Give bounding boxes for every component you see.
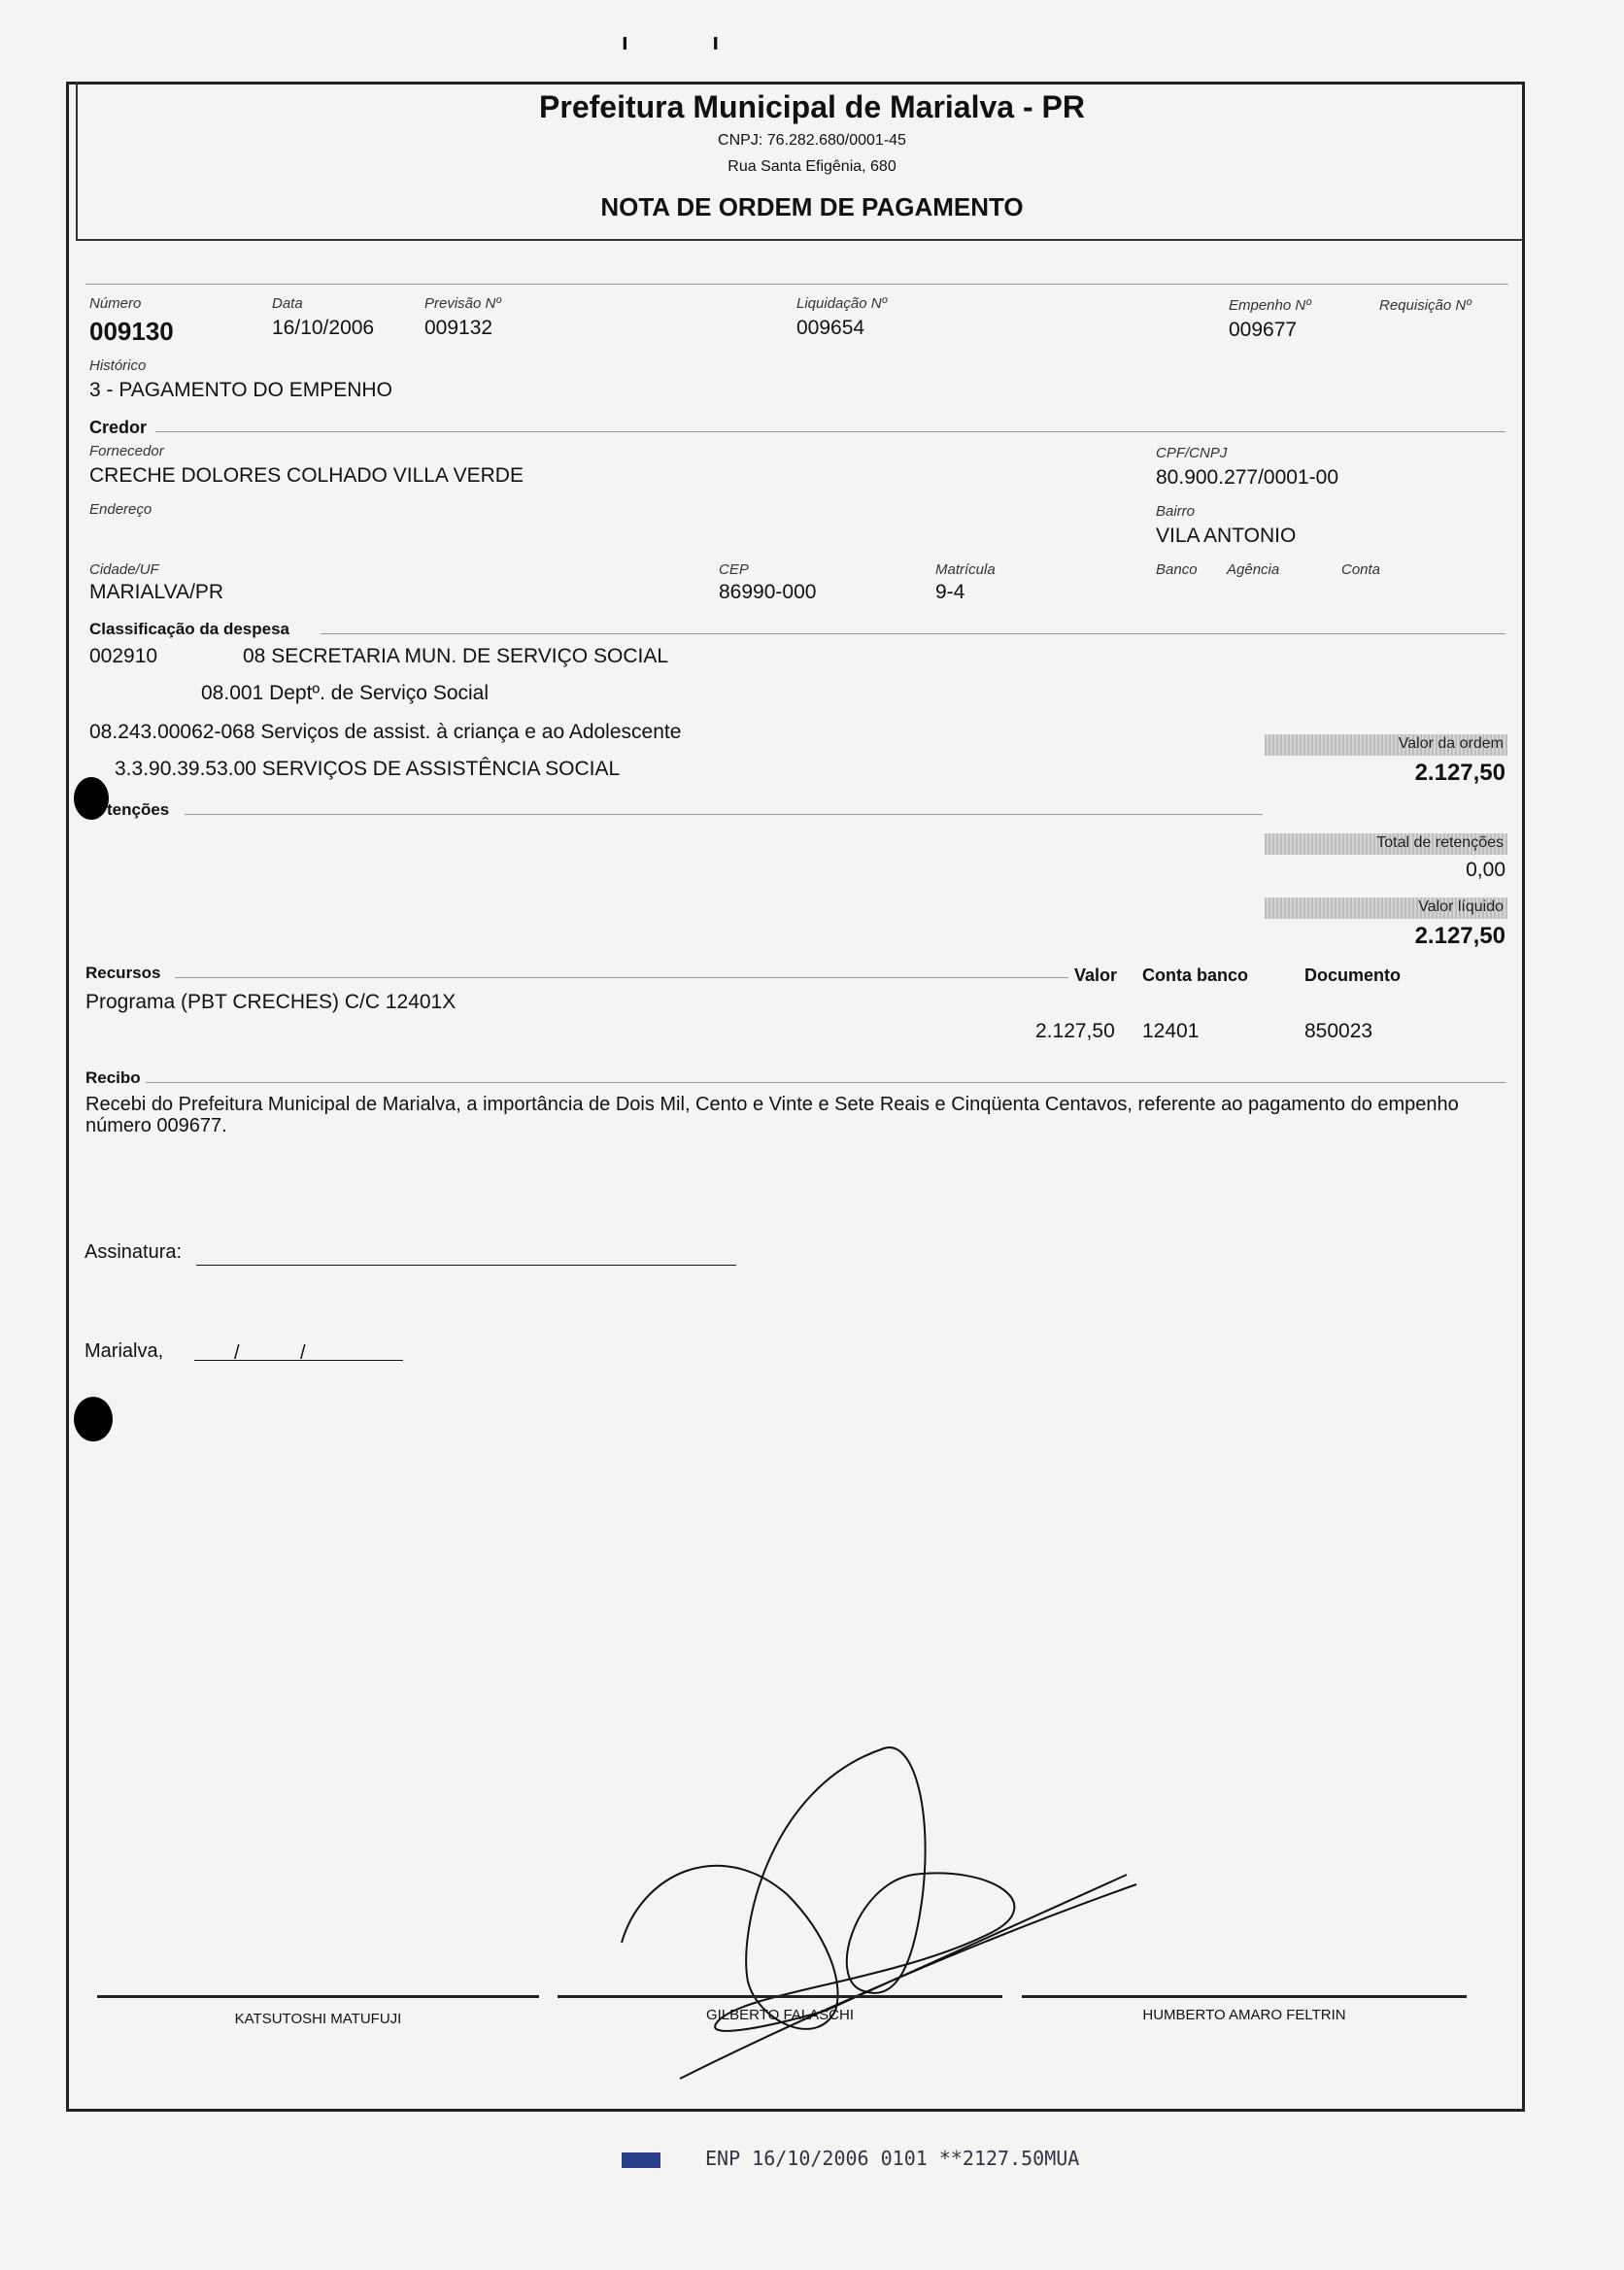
handwritten-signature: [602, 1729, 1146, 2098]
header-divider: [76, 239, 1523, 241]
credor-line: [155, 431, 1506, 432]
classificacao-line: [321, 633, 1506, 634]
classificacao-section: Classificação da despesa: [89, 620, 290, 638]
order-top-line: [85, 284, 1508, 285]
valor-liquido-label: Valor líquido: [1418, 898, 1504, 915]
conta-label: Conta: [1341, 561, 1381, 578]
matricula-label: Matrícula: [935, 561, 996, 578]
signatory-2: GILBERTO FALASCHI: [706, 2007, 854, 2023]
matricula-value: 9-4: [935, 581, 965, 603]
valor-ordem-bar: [1265, 734, 1507, 756]
requisicao-label: Requisição Nº: [1379, 297, 1472, 314]
classificacao-line3: 08.243.00062-068 Serviços de assist. à criança e ao Adolescente: [89, 721, 682, 743]
cep-value: 86990-000: [719, 581, 817, 603]
liquidacao-value: 009654: [796, 317, 865, 339]
header-address: Rua Santa Efigênia, 680: [727, 158, 897, 175]
recursos-conta-label: Conta banco: [1142, 966, 1249, 985]
cpf-label: CPF/CNPJ: [1156, 445, 1228, 461]
bairro-value: VILA ANTONIO: [1156, 525, 1297, 547]
historico-label: Histórico: [89, 357, 147, 374]
banco-label: Banco: [1156, 561, 1198, 578]
signature-line-2: [558, 1995, 1002, 1998]
valor-ordem-label: Valor da ordem: [1398, 735, 1504, 752]
cep-label: CEP: [719, 561, 749, 578]
document-title: NOTA DE ORDEM DE PAGAMENTO: [600, 192, 1024, 221]
recursos-line: [175, 977, 1068, 978]
top-marks: ı ı: [622, 29, 759, 55]
empenho-value: 009677: [1229, 319, 1298, 341]
cpf-value: 80.900.277/0001-00: [1156, 466, 1339, 489]
classificacao-code: 002910: [89, 645, 158, 667]
fornecedor-value: CRECHE DOLORES COLHADO VILLA VERDE: [89, 464, 524, 487]
date-slash-1: /: [234, 1342, 240, 1364]
classificacao-line2: 08.001 Deptº. de Serviço Social: [201, 682, 490, 704]
recursos-valor-label: Valor: [1074, 966, 1118, 985]
punch-hole-top: [74, 777, 109, 820]
recursos-programa: Programa (PBT CRECHES) C/C 12401X: [85, 991, 457, 1013]
previsao-value: 009132: [424, 317, 493, 339]
bairro-label: Bairro: [1156, 503, 1196, 520]
liquidacao-label: Liquidação Nº: [796, 295, 888, 312]
punch-hole-bottom: [74, 1397, 113, 1441]
recursos-section: Recursos: [85, 964, 161, 982]
fornecedor-label: Fornecedor: [89, 443, 164, 459]
total-retencoes-label: Total de retenções: [1376, 834, 1504, 851]
recursos-documento: 850023: [1304, 1020, 1373, 1042]
signatory-3: HUMBERTO AMARO FELTRIN: [1142, 2007, 1346, 2023]
date-line: [194, 1360, 403, 1363]
cidade-value: MARIALVA/PR: [89, 581, 224, 603]
classificacao-line1: 08 SECRETARIA MUN. DE SERVIÇO SOCIAL: [243, 645, 669, 667]
valor-liquido-bar: [1265, 898, 1507, 919]
credor-section: Credor: [89, 418, 148, 437]
signatory-1: KATSUTOSHI MATUFUJI: [234, 2011, 402, 2027]
header-cnpj: CNPJ: 76.282.680/0001-45: [718, 132, 906, 149]
cidade-label: Cidade/UF: [89, 561, 159, 578]
recibo-line: [146, 1082, 1506, 1083]
assinatura-line: [196, 1265, 736, 1266]
valor-liquido-value: 2.127,50: [1414, 923, 1506, 949]
classificacao-line4: 3.3.90.39.53.00 SERVIÇOS DE ASSISTÊNCIA SOCIAL: [115, 758, 621, 780]
agencia-label: Agência: [1227, 561, 1280, 578]
recursos-valor: 2.127,50: [1035, 1020, 1115, 1042]
valor-ordem-value: 2.127,50: [1414, 760, 1506, 786]
data-value: 16/10/2006: [272, 317, 375, 339]
retencoes-section: tenções: [107, 800, 170, 819]
data-label: Data: [272, 295, 303, 312]
recibo-section: Recibo: [85, 1068, 141, 1087]
recursos-documento-label: Documento: [1304, 966, 1401, 985]
assinatura-label: Assinatura:: [85, 1241, 183, 1263]
numero-value: 009130: [89, 317, 174, 346]
numero-label: Número: [89, 295, 142, 312]
total-retencoes-value: 0,00: [1466, 859, 1506, 881]
stamp-logo-icon: [622, 2152, 660, 2168]
total-retencoes-bar: [1265, 833, 1507, 855]
signature-line-3: [1022, 1995, 1467, 1998]
local-label: Marialva,: [85, 1340, 164, 1362]
recursos-conta: 12401: [1142, 1020, 1200, 1042]
page-title: Prefeitura Municipal de Marialva - PR: [539, 89, 1085, 124]
previsao-label: Previsão Nº: [424, 295, 501, 312]
bank-stamp: ENP 16/10/2006 0101 **2127.50MUA: [705, 2147, 1080, 2170]
endereco-label: Endereço: [89, 501, 152, 518]
historico-value: 3 - PAGAMENTO DO EMPENHO: [89, 379, 392, 401]
retencoes-line: [185, 814, 1263, 815]
empenho-label: Empenho Nº: [1229, 297, 1311, 314]
recibo-text: Recebi do Prefeitura Municipal de Marialva, a importância de Dois Mil, Cento e Vinte e Sete Reais e Cinqüenta Centavos, referente ao pagamento do empenho número 009677.: [85, 1094, 1459, 1136]
signature-line-1: [97, 1995, 539, 1998]
date-slash-2: /: [300, 1342, 306, 1364]
